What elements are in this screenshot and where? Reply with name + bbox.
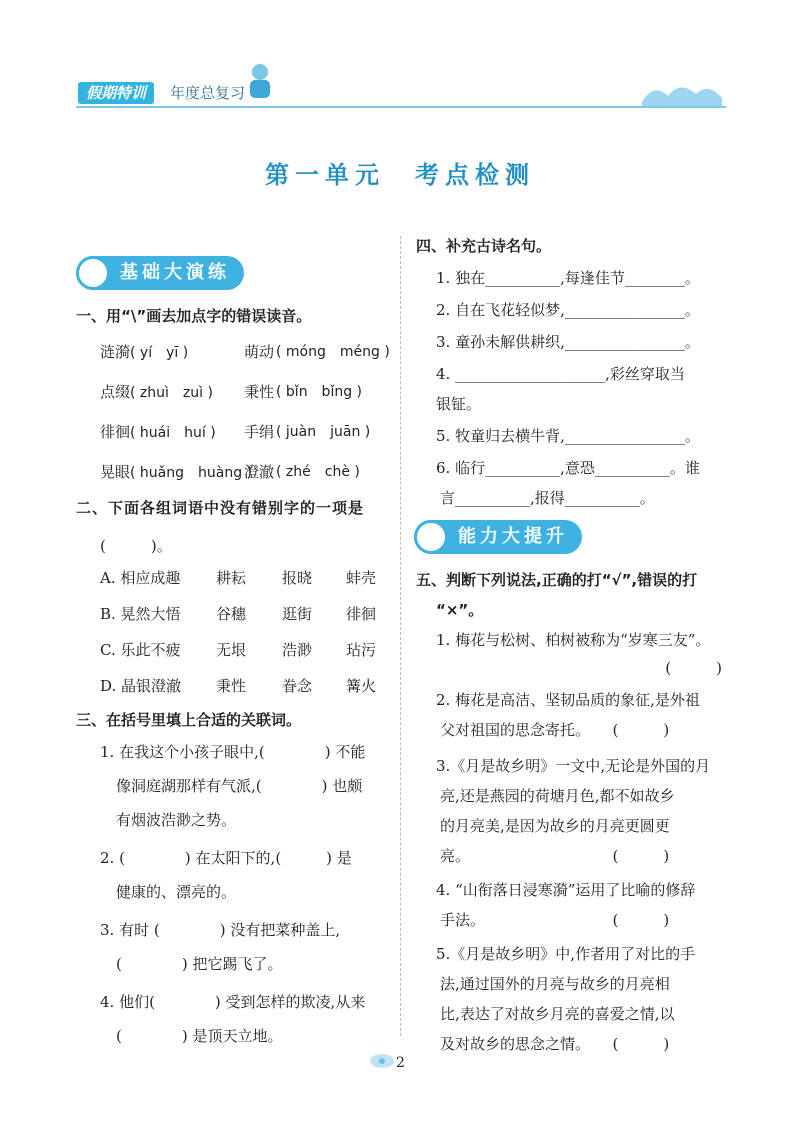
q4-line[interactable]: 4. ____________________,彩丝穿取当 <box>436 365 685 383</box>
word: 徘徊 <box>100 423 131 441</box>
q3-line: 健康的、漂亮的。 <box>116 883 237 901</box>
question-2-title: 二、下面各组词语中没有错别字的一项是 <box>76 499 365 517</box>
q4-line[interactable]: 1. 独在__________,每逢佳节________。 <box>436 269 700 287</box>
q3-line: 3. 有时 ( ) 没有把菜种盖上, <box>100 921 341 939</box>
wave-decoration-icon <box>640 78 724 106</box>
q5-line: 3.《月是故乡明》一文中,无论是外国的月 <box>436 757 711 775</box>
q5-line: 4. “山衔落日浸寒漪”运用了比喻的修辞 <box>436 881 696 899</box>
option-word: 谷穗 <box>216 605 247 623</box>
section-badge-label: 基础大演练 <box>76 256 244 290</box>
header-subtitle: 年度总复习 <box>170 84 246 102</box>
option-text: A. 相应成趣 <box>100 569 181 587</box>
q5-line: 1. 梅花与松树、柏树被称为“岁寒三友”。 <box>436 631 711 649</box>
question-3-title: 三、在括号里填上合适的关联词。 <box>76 711 302 729</box>
q5-answer-paren[interactable]: ( ) <box>665 659 722 677</box>
q5-line: 的月亮美,是因为故乡的月亮更圆更 <box>440 817 670 835</box>
pinyin-row <box>100 460 400 500</box>
q5-line: 5.《月是故乡明》中,作者用了对比的手 <box>436 945 696 963</box>
q4-line[interactable]: 5. 牧童归去横牛背,________________。 <box>436 427 700 445</box>
pinyin-options[interactable]: ( yí yī ) <box>130 345 189 361</box>
kid-icon <box>414 520 448 554</box>
q4-line[interactable]: 2. 自在飞花轻似梦,________________。 <box>436 301 700 319</box>
pinyin-options[interactable]: ( móng méng ) <box>276 344 390 360</box>
flower-decoration-icon <box>369 1052 395 1070</box>
q3-line: 2. ( ) 在太阳下的,( ) 是 <box>100 849 352 867</box>
column-divider <box>400 236 401 1036</box>
option-word: 耕耘 <box>216 569 247 587</box>
page-number: 2 <box>396 1055 405 1071</box>
q3-line: 4. 他们( ) 受到怎样的欺凌,从来 <box>100 993 366 1011</box>
q3-line: 1. 在我这个小孩子眼中,( ) 不能 <box>100 743 366 761</box>
option-text: B. 晃然大悟 <box>100 605 181 623</box>
word: 澄澈 <box>244 463 275 481</box>
question-5-title: 五、判断下列说法,正确的打“√”,错误的打 <box>416 571 698 589</box>
q5-line: 法,通过国外的月亮与故乡的月亮相 <box>440 975 670 993</box>
option-text: D. 晶银澄澈 <box>100 677 182 695</box>
q5-line[interactable]: 亮。 ( ) <box>440 847 670 865</box>
word: 手绢 <box>244 423 275 441</box>
question-3-lines <box>100 740 392 1058</box>
q5-line[interactable]: 手法。 ( ) <box>440 911 670 929</box>
q5-line[interactable]: 父对祖国的思念寄托。 ( ) <box>440 721 670 739</box>
q4-line[interactable]: 言__________,报得__________。 <box>440 489 655 507</box>
word: 涟漪 <box>100 343 131 361</box>
option-word: 徘徊 <box>346 605 377 623</box>
question-4-title: 四、补充古诗名句。 <box>416 237 552 255</box>
q4-line: 银钲。 <box>436 395 482 413</box>
section-badge-label: 能力大提升 <box>414 520 582 554</box>
kid-icon <box>76 256 110 290</box>
q3-line: 像洞庭湖那样有气派,( ) 也颇 <box>116 777 363 795</box>
q5-line: 比,表达了对故乡月亮的喜爱之情,以 <box>440 1005 675 1023</box>
option-word: 蚌壳 <box>346 569 377 587</box>
question-2-answer-paren[interactable]: ( )。 <box>100 537 172 555</box>
pinyin-options[interactable]: ( huái huí ) <box>130 425 216 441</box>
header-tag: 假期特训 <box>78 82 154 104</box>
pinyin-row <box>100 380 400 420</box>
option-word: 篝火 <box>346 677 377 695</box>
option-word: 眷念 <box>282 677 313 695</box>
option-row <box>100 638 400 674</box>
q3-line: ( ) 是顶天立地。 <box>116 1027 283 1045</box>
option-word: 报晓 <box>282 569 313 587</box>
option-word: 秉性 <box>216 677 247 695</box>
pinyin-row <box>100 340 400 380</box>
kid-illustration-icon <box>236 58 280 104</box>
section-badge-basic <box>76 256 244 290</box>
q5-line: 2. 梅花是高洁、坚韧品质的象征,是外祖 <box>436 691 700 709</box>
section-badge-ability <box>414 520 582 554</box>
option-text: C. 乐此不疲 <box>100 641 181 659</box>
question-1-rows <box>100 340 400 500</box>
header-rule <box>76 106 726 108</box>
q4-line[interactable]: 3. 童孙未解供耕织,________________。 <box>436 333 700 351</box>
option-row <box>100 602 400 638</box>
q5-line: 亮,还是燕园的荷塘月色,都不如故乡 <box>440 787 675 805</box>
pinyin-options[interactable]: ( juàn juān ) <box>276 424 371 440</box>
question-5-lines <box>436 628 736 1062</box>
word: 萌动 <box>244 343 275 361</box>
question-1-title: 一、用“\”画去加点字的错误读音。 <box>76 307 312 325</box>
q3-line: 有烟波浩渺之势。 <box>116 811 237 829</box>
pinyin-options[interactable]: ( bǐn bǐng ) <box>276 384 363 400</box>
option-word: 逛街 <box>282 605 313 623</box>
question-4-lines <box>436 266 736 516</box>
option-word: 玷污 <box>346 641 377 659</box>
pinyin-options[interactable]: ( huǎng huàng ) <box>130 465 253 481</box>
word: 晃眼 <box>100 463 131 481</box>
option-word: 浩渺 <box>282 641 313 659</box>
option-row <box>100 566 400 602</box>
word: 秉性 <box>244 383 275 401</box>
question-5-title-cont: “×”。 <box>436 601 484 619</box>
pinyin-options[interactable]: ( zhuì zuì ) <box>130 385 213 401</box>
pinyin-options[interactable]: ( zhé chè ) <box>276 464 360 480</box>
q3-line: ( ) 把它踢飞了。 <box>116 955 283 973</box>
option-row <box>100 674 400 710</box>
option-word: 无垠 <box>216 641 247 659</box>
word: 点缀 <box>100 383 131 401</box>
page-title: 第一单元 考点检测 <box>265 160 535 189</box>
q5-line[interactable]: 及对故乡的思念之情。 ( ) <box>440 1035 670 1053</box>
pinyin-row <box>100 420 400 460</box>
question-2-options <box>100 566 400 710</box>
q4-line[interactable]: 6. 临行__________,意恐__________。谁 <box>436 459 700 477</box>
